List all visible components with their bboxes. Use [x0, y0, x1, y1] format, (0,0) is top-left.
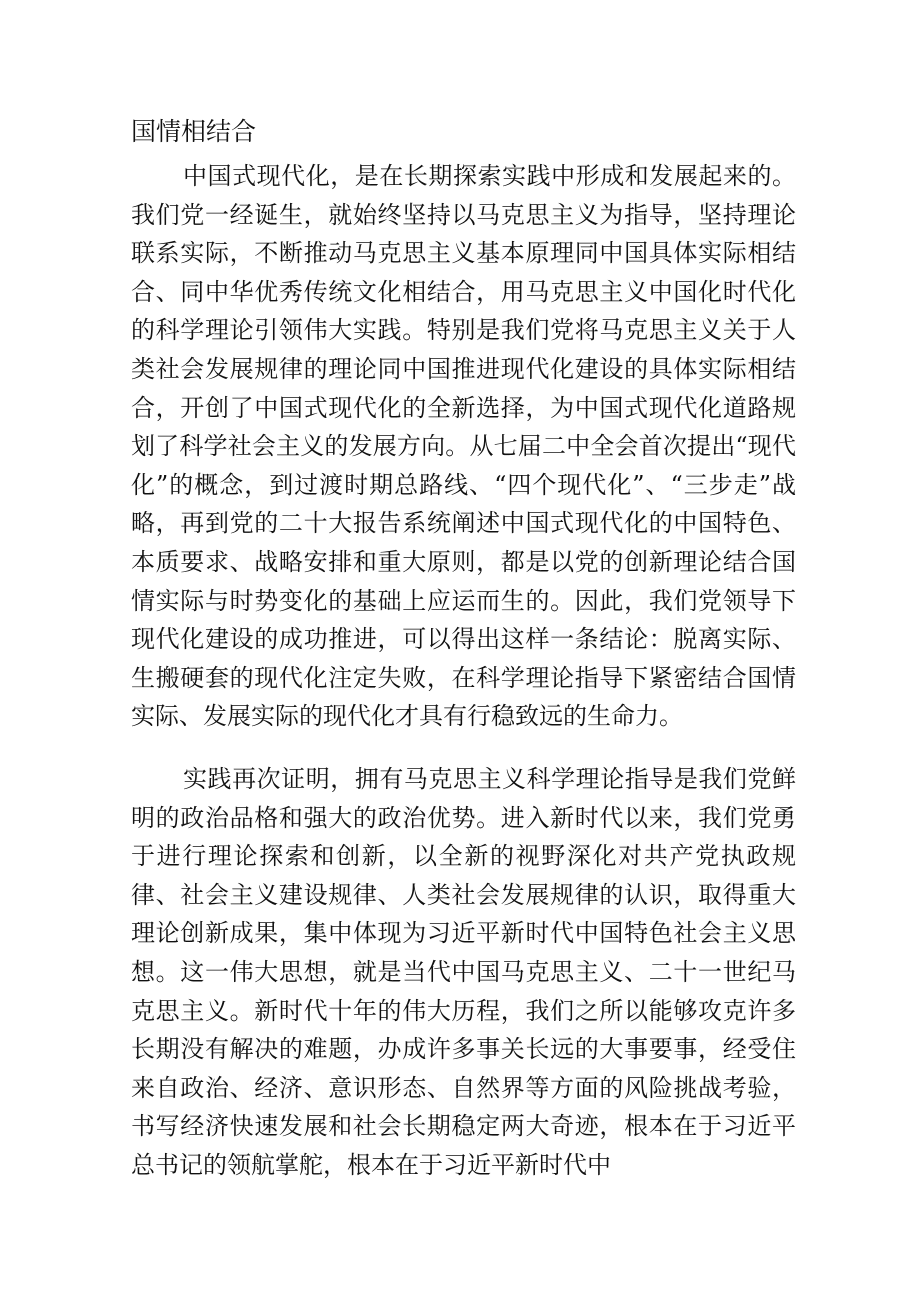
body-paragraph-2: 实践再次证明，拥有马克思主义科学理论指导是我们党鲜明的政治品格和强大的政治优势。进入新时代以来，我们党勇于进行理论探索和创新，以全新的视野深化对共产党执政规律、社会主义建设规律、人类社会发展规律的认识，取得重大理论创新成果，集中体现为习近平新时代中国特色社会主义思想。这一伟大思想，就是当代中国马克思主义、二十一世纪马克思主义。新时代十年的伟大历程，我们之所以能够攻克许多长期没有解决的难题，办成许多事关长远的大事要事，经受住来自政治、经济、意识形态、自然界等方面的风险挑战考验，书写经济快速发展和社会长期稳定两大奇迹，根本在于习近平总书记的领航掌舵，根本在于习近平新时代中 — [131, 765, 796, 1179]
body-paragraph-1: 中国式现代化，是在长期探索实践中形成和发展起来的。我们党一经诞生，就始终坚持以马克思主义为指导，坚持理论联系实际，不断推动马克思主义基本原理同中国具体实际相结合、同中华优秀传统文化相结合，用马克思主义中国化时代化的科学理论引领伟大实践。特别是我们党将马克思主义关于人类社会发展规律的理论同中国推进现代化建设的具体实际相结合，开创了中国式现代化的全新选择，为中国式现代化道路规划了科学社会主义的发展方向。从七届二中全会首次提出“现代化”的概念，到过渡时期总路线、“四个现代化”、“三步走”战略，再到党的二十大报告系统阐述中国式现代化的中国特色、本质要求、战略安排和重大原则，都是以党的创新理论结合国情实际与时势变化的基础上应运而生的。因此，我们党领导下现代化建设的成功推进，可以得出这样一条结论：脱离实际、生搬硬套的现代化注定失败，在科学理论指导下紧密结合国情实际、发展实际的现代化才具有行稳致远的生命力。 — [131, 162, 796, 731]
section-heading: 国情相结合 — [131, 117, 257, 146]
